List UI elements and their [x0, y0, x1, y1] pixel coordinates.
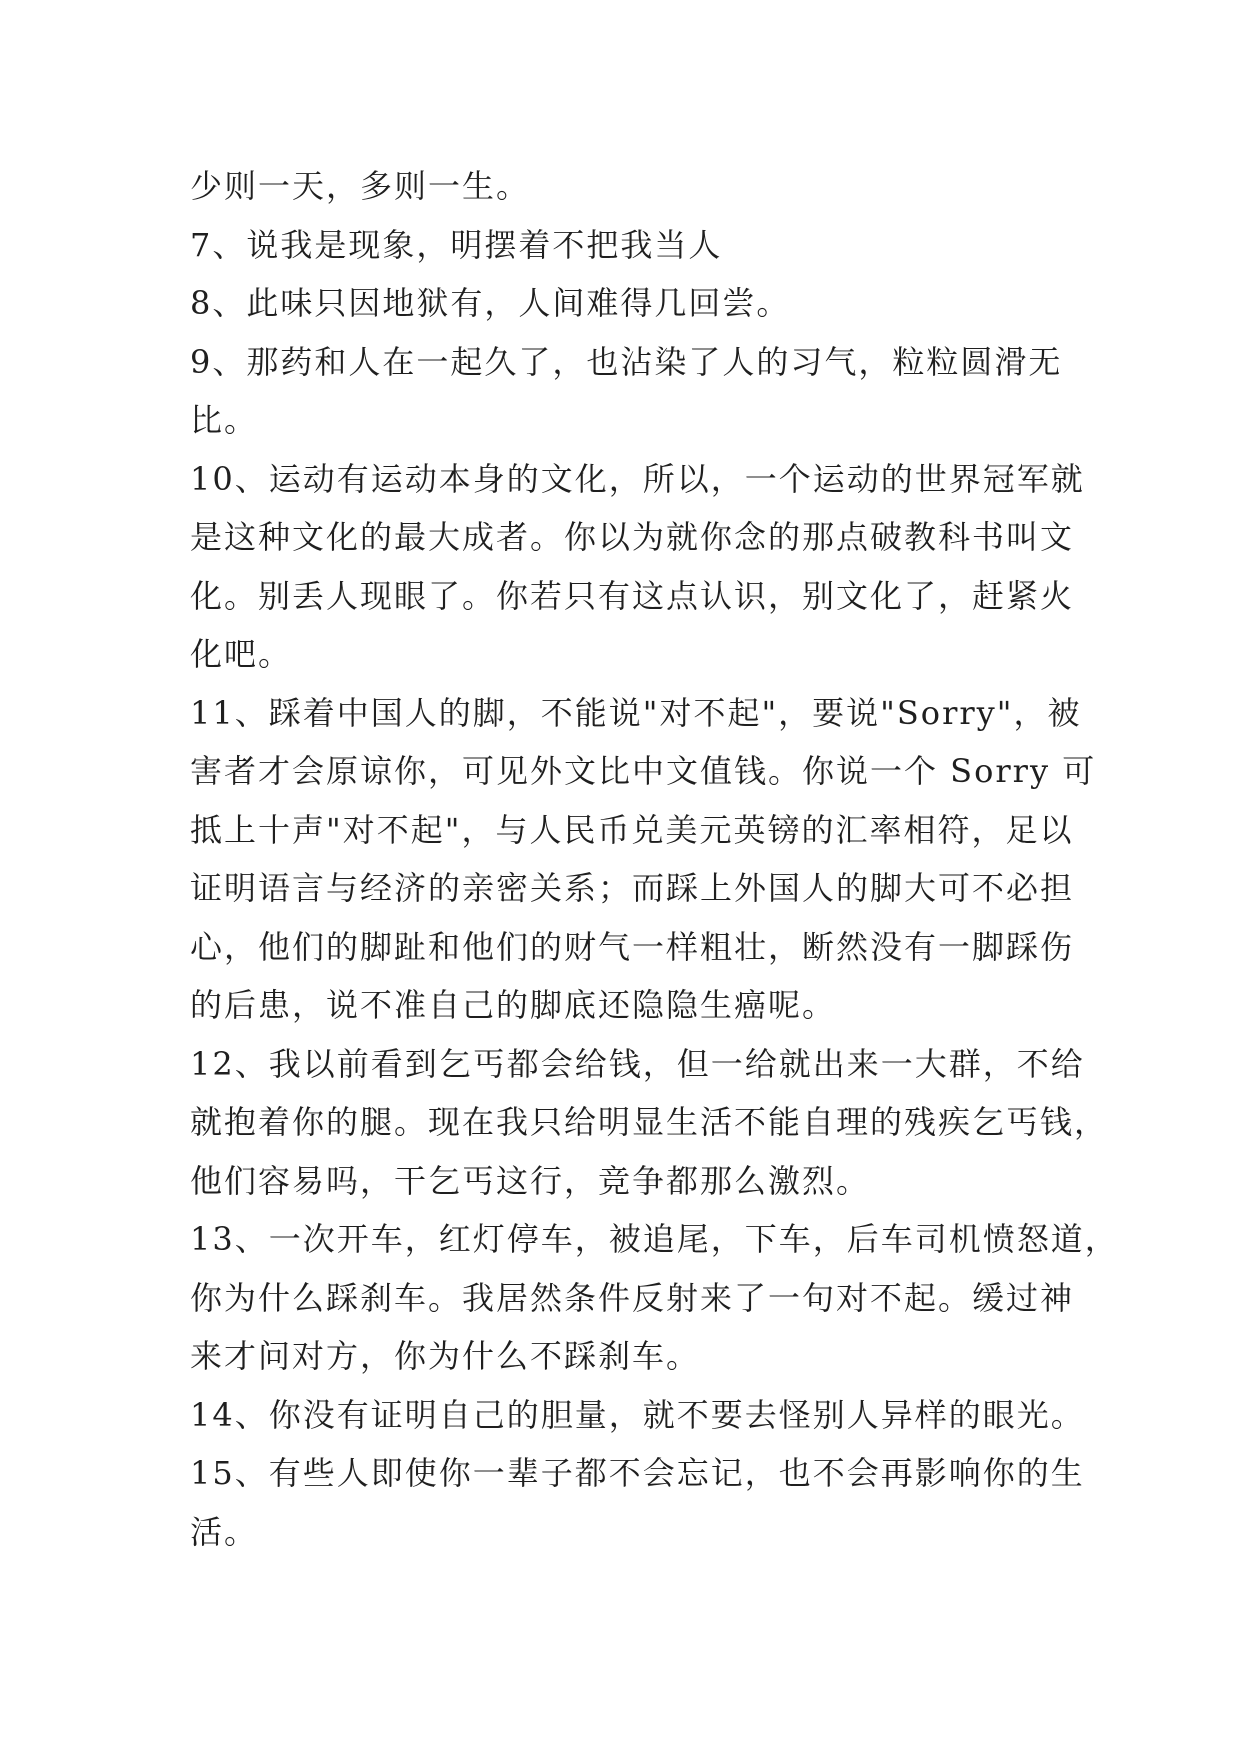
text-line: 他们容易吗，干乞丐这行，竞争都那么激烈。	[190, 1161, 871, 1200]
text-line: 12、我以前看到乞丐都会给钱，但一给就出来一大群，不给	[190, 1044, 1085, 1083]
text-line: 8、此味只因地狱有，人间难得几回尝。	[190, 284, 791, 322]
text-line: 的后患，说不准自己的脚底还隐隐生癌呢。	[190, 986, 837, 1024]
text-line: 比。	[190, 401, 259, 439]
text-line: 7、说我是现象，明摆着不把我当人	[190, 225, 723, 264]
text-line: 心，他们的脚趾和他们的财气一样粗壮，断然没有一脚踩伤	[190, 927, 1075, 966]
text-line: 抵上十声"对不起"，与人民币兑美元英镑的汇率相符，足以	[190, 810, 1074, 849]
text-line: 来才问对方，你为什么不踩刹车。	[190, 1337, 701, 1375]
text-line: 化。别丢人现眼了。你若只有这点认识，别文化了，赶紧火	[190, 576, 1075, 615]
text-line: 13、一次开车，红灯停车，被追尾，下车，后车司机愤怒道，	[190, 1220, 1119, 1258]
text-line: 14、你没有证明自己的胆量，就不要去怪别人异样的眼光。	[190, 1395, 1085, 1434]
text-line: 10、运动有运动本身的文化，所以，一个运动的世界冠军就	[190, 459, 1085, 498]
text-line: 少则一天，多则一生。	[190, 167, 531, 205]
text-line: 9、那药和人在一起久了，也沾染了人的习气，粒粒圆滑无	[190, 342, 1063, 381]
text-line: 证明语言与经济的亲密关系；而踩上外国人的脚大可不必担	[190, 869, 1075, 907]
text-line: 你为什么踩刹车。我居然条件反射来了一句对不起。缓过神	[190, 1278, 1075, 1317]
text-line: 15、有些人即使你一辈子都不会忘记，也不会再影响你的生	[190, 1454, 1085, 1492]
text-line: 活。	[190, 1512, 259, 1551]
text-line: 11、踩着中国人的脚，不能说"对不起"，要说"Sorry"，被	[190, 693, 1082, 732]
text-line: 害者才会原谅你，可见外文比中文值钱。你说一个 Sorry 可	[190, 752, 1097, 790]
text-line: 化吧。	[190, 635, 293, 673]
document-body	[190, 157, 1119, 1561]
text-line: 就抱着你的腿。现在我只给明显生活不能自理的残疾乞丐钱，	[190, 1103, 1109, 1141]
text-line: 是这种文化的最大成者。你以为就你念的那点破教科书叫文	[190, 518, 1075, 556]
